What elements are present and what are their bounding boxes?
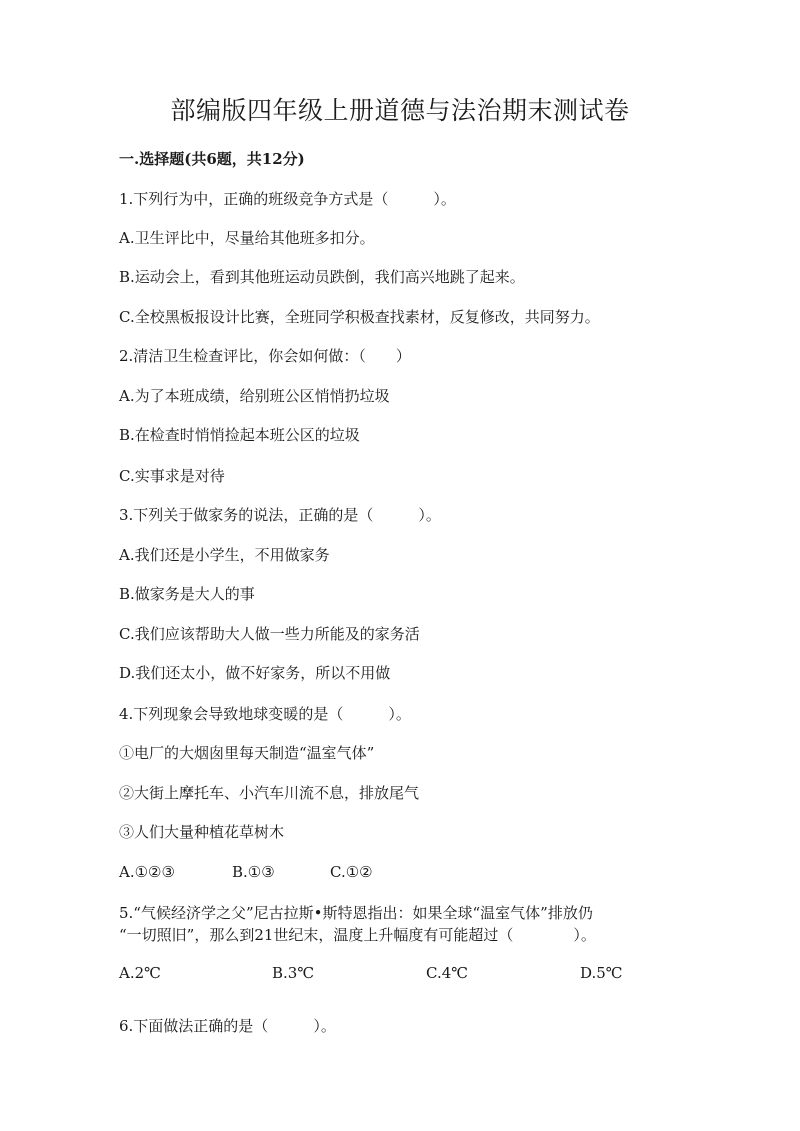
question-1-stem: 1.下列行为中，正确的班级竞争方式是（ ）。	[119, 190, 456, 208]
question-5-option-d: D.5℃	[580, 964, 623, 982]
question-5-stem-line-2: “一切照旧”，那么到21世纪末，温度上升幅度有可能超过（ ）。	[119, 926, 596, 944]
question-2-option-c: C.实事求是对待	[119, 467, 225, 485]
question-1-option-c: C.全校黑板报设计比赛，全班同学积极查找素材，反复修改，共同努力。	[119, 308, 600, 326]
question-4-stem: 4.下列现象会导致地球变暖的是（ ）。	[119, 705, 411, 723]
question-1-option-b: B.运动会上，看到其他班运动员跌倒，我们高兴地跳了起来。	[119, 268, 525, 286]
question-5-stem-line-1: 5.“气候经济学之父”尼古拉斯•斯特恩指出：如果全球“温室气体”排放仍	[119, 904, 593, 922]
question-5-option-a: A.2℃	[119, 964, 161, 982]
question-4-item-3: ③人们大量种植花草树木	[119, 823, 285, 841]
page-title: 部编版四年级上册道德与法治期末测试卷	[170, 96, 630, 125]
question-4-item-2: ②大街上摩托车、小汽车川流不息，排放尾气	[119, 784, 420, 802]
question-4-option-b: B.①③	[232, 863, 275, 881]
question-3-option-d: D.我们还太小，做不好家务，所以不用做	[119, 664, 391, 682]
question-4-option-a: A.①②③	[119, 863, 175, 881]
question-1-option-a: A.卫生评比中，尽量给其他班多扣分。	[119, 229, 375, 247]
question-5-option-b: B.3℃	[272, 964, 315, 982]
question-4-item-1: ①电厂的大烟囱里每天制造“温室气体”	[119, 744, 375, 762]
question-3-option-a: A.我们还是小学生，不用做家务	[119, 546, 330, 564]
question-2-option-a: A.为了本班成绩，给别班公区悄悄扔垃圾	[119, 387, 390, 405]
question-3-option-b: B.做家务是大人的事	[119, 585, 255, 603]
question-4-option-c: C.①②	[330, 863, 373, 881]
question-3-stem: 3.下列关于做家务的说法，正确的是（ ）。	[119, 506, 441, 524]
section-heading: 一.选择题(共6题，共12分)	[119, 150, 305, 168]
question-2-stem: 2.清洁卫生检查评比，你会如何做：（ ）	[119, 347, 411, 365]
question-6-stem: 6.下面做法正确的是（ ）。	[119, 1017, 336, 1035]
question-3-option-c: C.我们应该帮助大人做一些力所能及的家务活	[119, 625, 420, 643]
question-2-option-b: B.在检查时悄悄捡起本班公区的垃圾	[119, 426, 360, 444]
question-5-option-c: C.4℃	[426, 964, 469, 982]
